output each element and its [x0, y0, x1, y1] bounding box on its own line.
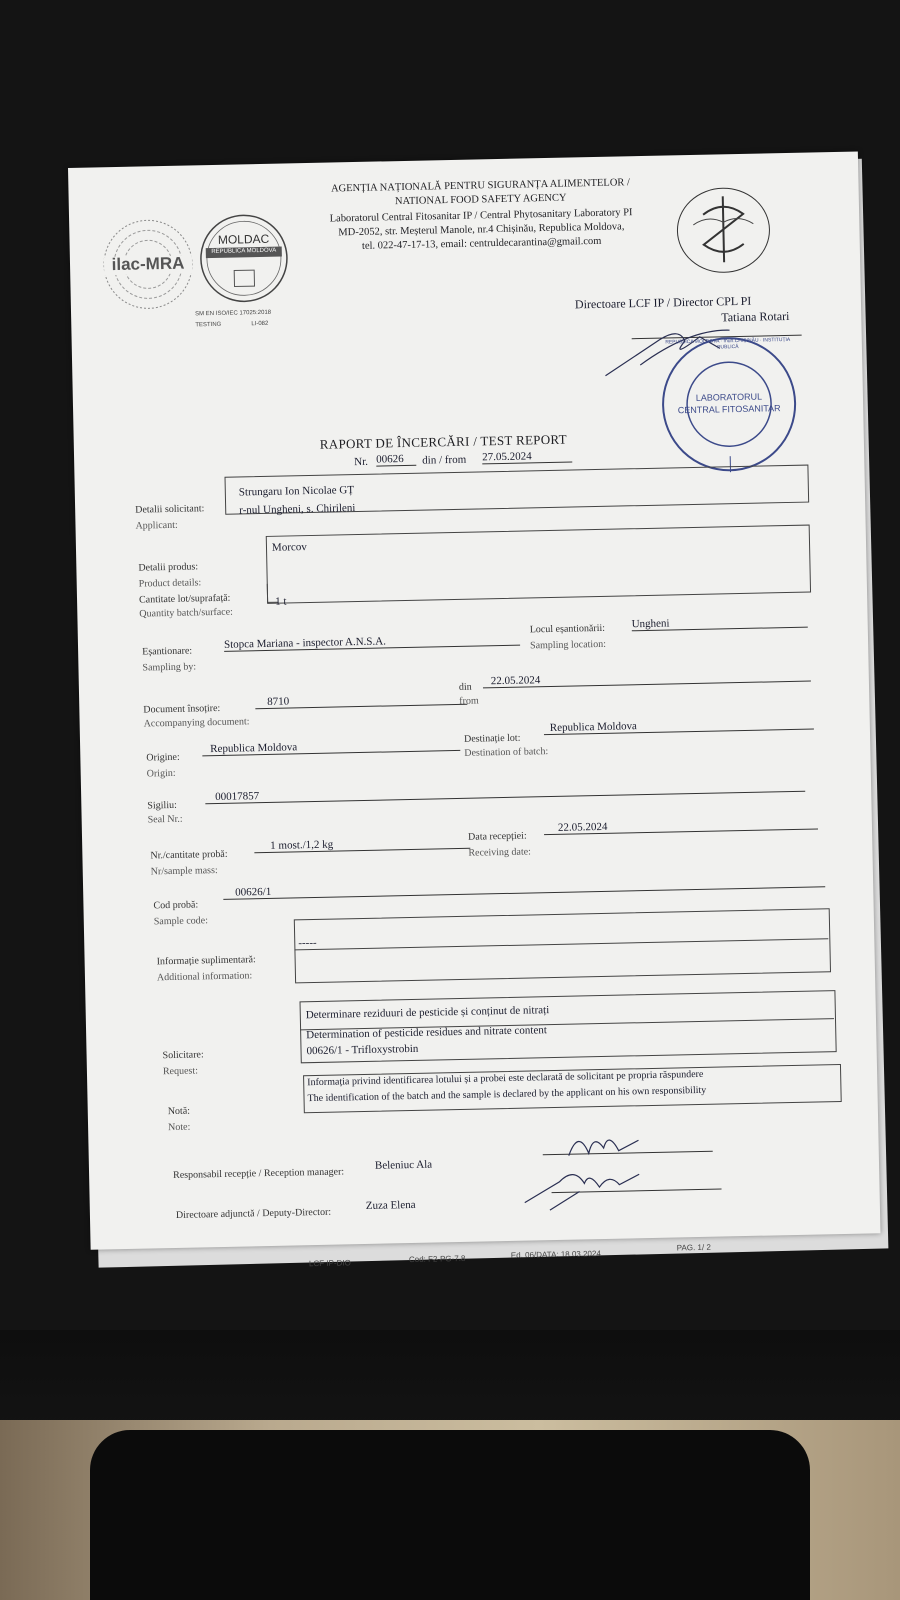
reception-manager-label: Responsabil recepție / Reception manager:: [173, 1166, 345, 1182]
accreditation-type: TESTING: [195, 321, 222, 329]
sampling-location-value: Ungheni: [632, 615, 808, 632]
report-number: 00626: [376, 453, 416, 467]
sampling-location-label-en: Sampling location:: [529, 638, 607, 652]
moldac-logo: [197, 211, 291, 305]
additional-label-en: Additional information:: [156, 970, 253, 984]
lab-line: Laboratorul Central Fitosanitar IP / Central Phytosanitary Laboratory PI: [329, 207, 633, 225]
seal-value: 00017857: [205, 779, 805, 805]
agency-line-2: NATIONAL FOOD SAFETY AGENCY: [394, 192, 567, 208]
footer-doc: LCF IP-DIO: [308, 1258, 351, 1269]
stamp-center-line-2: CENTRAL FITOSANITAR: [677, 403, 781, 416]
report-title: RAPORT DE ÎNCERCĂRI / TEST REPORT: [319, 431, 568, 452]
report-date: 27.05.2024: [482, 450, 572, 465]
note-label-en: Note:: [168, 1121, 191, 1134]
sampling-label-en: Sampling by:: [142, 661, 197, 674]
receiving-date-label-en: Receiving date:: [468, 846, 532, 859]
additional-label-ro: Informație suplimentară:: [156, 954, 256, 968]
sampling-value: Stopca Mariana - inspector A.N.S.A.: [224, 633, 520, 652]
deputy-director-label: Directoare adjunctă / Deputy-Director:: [175, 1206, 332, 1221]
document-label-ro: Document însoțire:: [143, 702, 221, 716]
applicant-label-ro: Detalii solicitant:: [135, 503, 205, 516]
receiving-date-value: 22.05.2024: [544, 816, 818, 835]
sample-mass-value: 1 most./1,2 kg: [254, 836, 470, 854]
reception-signature: [558, 1122, 659, 1164]
ilac-mra-text: ilac-MRA: [111, 253, 185, 275]
product-label-ro: Detalii produs:: [138, 561, 199, 574]
additional-box: [294, 908, 831, 983]
address-line: MD-2052, str. Meșterul Manole, nr.4 Chișinău, Republica Moldova,: [338, 221, 625, 239]
contact-line: tel. 022-47-17-13, email: centruldecarantina@gmail.com: [361, 235, 602, 252]
director-name: Tatiana Rotari: [721, 308, 790, 325]
sampling-label-ro: Eșantionare:: [142, 645, 193, 658]
report-date-label: din / from: [422, 453, 467, 467]
sample-mass-label-en: Nr/sample mass:: [150, 865, 218, 878]
note-value-line-2: The identification of the batch and the sample is declared by the applicant on his own responsibility: [307, 1084, 707, 1105]
sample-mass-label-ro: Nr./cantitate probă:: [150, 848, 228, 862]
request-label-ro: Solicitare:: [162, 1049, 204, 1062]
moldac-text: MOLDAC: [217, 231, 270, 247]
laboratory-stamp: [658, 333, 801, 476]
destination-label-en: Destination of batch:: [464, 746, 549, 759]
accreditation-standard: SM EN ISO/IEC 17025:2018: [195, 309, 272, 318]
footer-code: Cod: F2-PG-7.8: [408, 1253, 466, 1265]
report-nr-label: Nr.: [354, 455, 369, 469]
note-label-ro: Notă:: [167, 1105, 191, 1118]
document-date-label-ro: din: [458, 681, 472, 693]
agency-line-1: AGENȚIA NAȚIONALĂ PENTRU SIGURANȚA ALIMENTELOR /: [330, 177, 631, 195]
document-label-en: Accompanying document:: [143, 716, 250, 730]
document-date-value: 22.05.2024: [483, 669, 811, 689]
origin-label-ro: Origine:: [146, 751, 180, 764]
seal-label-ro: Sigiliu:: [147, 799, 177, 812]
destination-value: Republica Moldova: [544, 717, 814, 736]
deputy-director-name: Zuza Elena: [365, 1198, 416, 1212]
sample-code-label-en: Sample code:: [153, 915, 209, 928]
seal-label-en: Seal Nr.:: [147, 813, 183, 826]
origin-label-en: Origin:: [146, 767, 176, 780]
stamp-center-line-1: LABORATORUL: [695, 391, 763, 403]
director-title: Directoare LCF IP / Director CPL PI: [574, 293, 752, 312]
origin-value: Republica Moldova: [202, 738, 460, 756]
receiving-date-label-ro: Data recepției:: [467, 830, 527, 843]
stamp-outer-text: REPUBLICA MOLDOVA · mun.CHIȘINĂU · INSTITUȚIA PUBLICĂ: [665, 336, 791, 351]
note-value-line-1: Informația privind identificarea lotului și a probei este declarată de solicitant pe propria răspundere: [307, 1068, 704, 1089]
applicant-value-line-1: Strungaru Ion Nicolae GȚ: [238, 484, 355, 499]
quantity-value: 1 t: [275, 595, 287, 608]
document-value: 8710: [255, 692, 467, 709]
caduceus-emblem-icon: [672, 183, 774, 277]
accreditation-code: LI-082: [251, 320, 269, 328]
moldac-subtext: REPUBLICA MOLDOVA: [211, 247, 277, 256]
quantity-label-ro: Cantitate lot/suprafață:: [138, 592, 231, 606]
chair-base: [90, 1430, 810, 1600]
test-report-document: [68, 151, 880, 1269]
additional-value: -----: [298, 936, 317, 950]
sampling-location-label-ro: Locul eșantionării:: [529, 622, 606, 636]
applicant-value-line-2: r-nul Ungheni, s. Chirileni: [239, 502, 356, 517]
sample-code-label-ro: Cod probă:: [153, 899, 199, 912]
request-value-line-2: Determination of pesticide residues and nitrate content: [306, 1024, 547, 1042]
footer-page: PAG. 1/ 2: [676, 1242, 711, 1253]
product-label-en: Product details:: [138, 577, 202, 590]
destination-label-ro: Destinație lot:: [463, 732, 521, 745]
sample-code-value: 00626/1: [223, 874, 825, 900]
product-value: Morcov: [271, 541, 307, 554]
request-value-line-1: Determinare reziduuri de pesticide și conținut de nitrați: [305, 1004, 550, 1022]
quantity-label-en: Quantity batch/surface:: [139, 606, 234, 620]
reception-manager-name: Beleniuc Ala: [374, 1158, 433, 1172]
applicant-label-en: Applicant:: [135, 519, 178, 532]
request-value-line-3: 00626/1 - Trifloxystrobin: [306, 1042, 419, 1058]
footer-edition: Ed. 06/DATA: 18.03.2024: [510, 1249, 601, 1260]
deputy-signature: [519, 1160, 650, 1213]
request-label-en: Request:: [162, 1065, 199, 1078]
document-date-label-en: from: [459, 695, 479, 707]
ilac-mra-logo: [101, 217, 195, 311]
product-box: [266, 525, 811, 604]
